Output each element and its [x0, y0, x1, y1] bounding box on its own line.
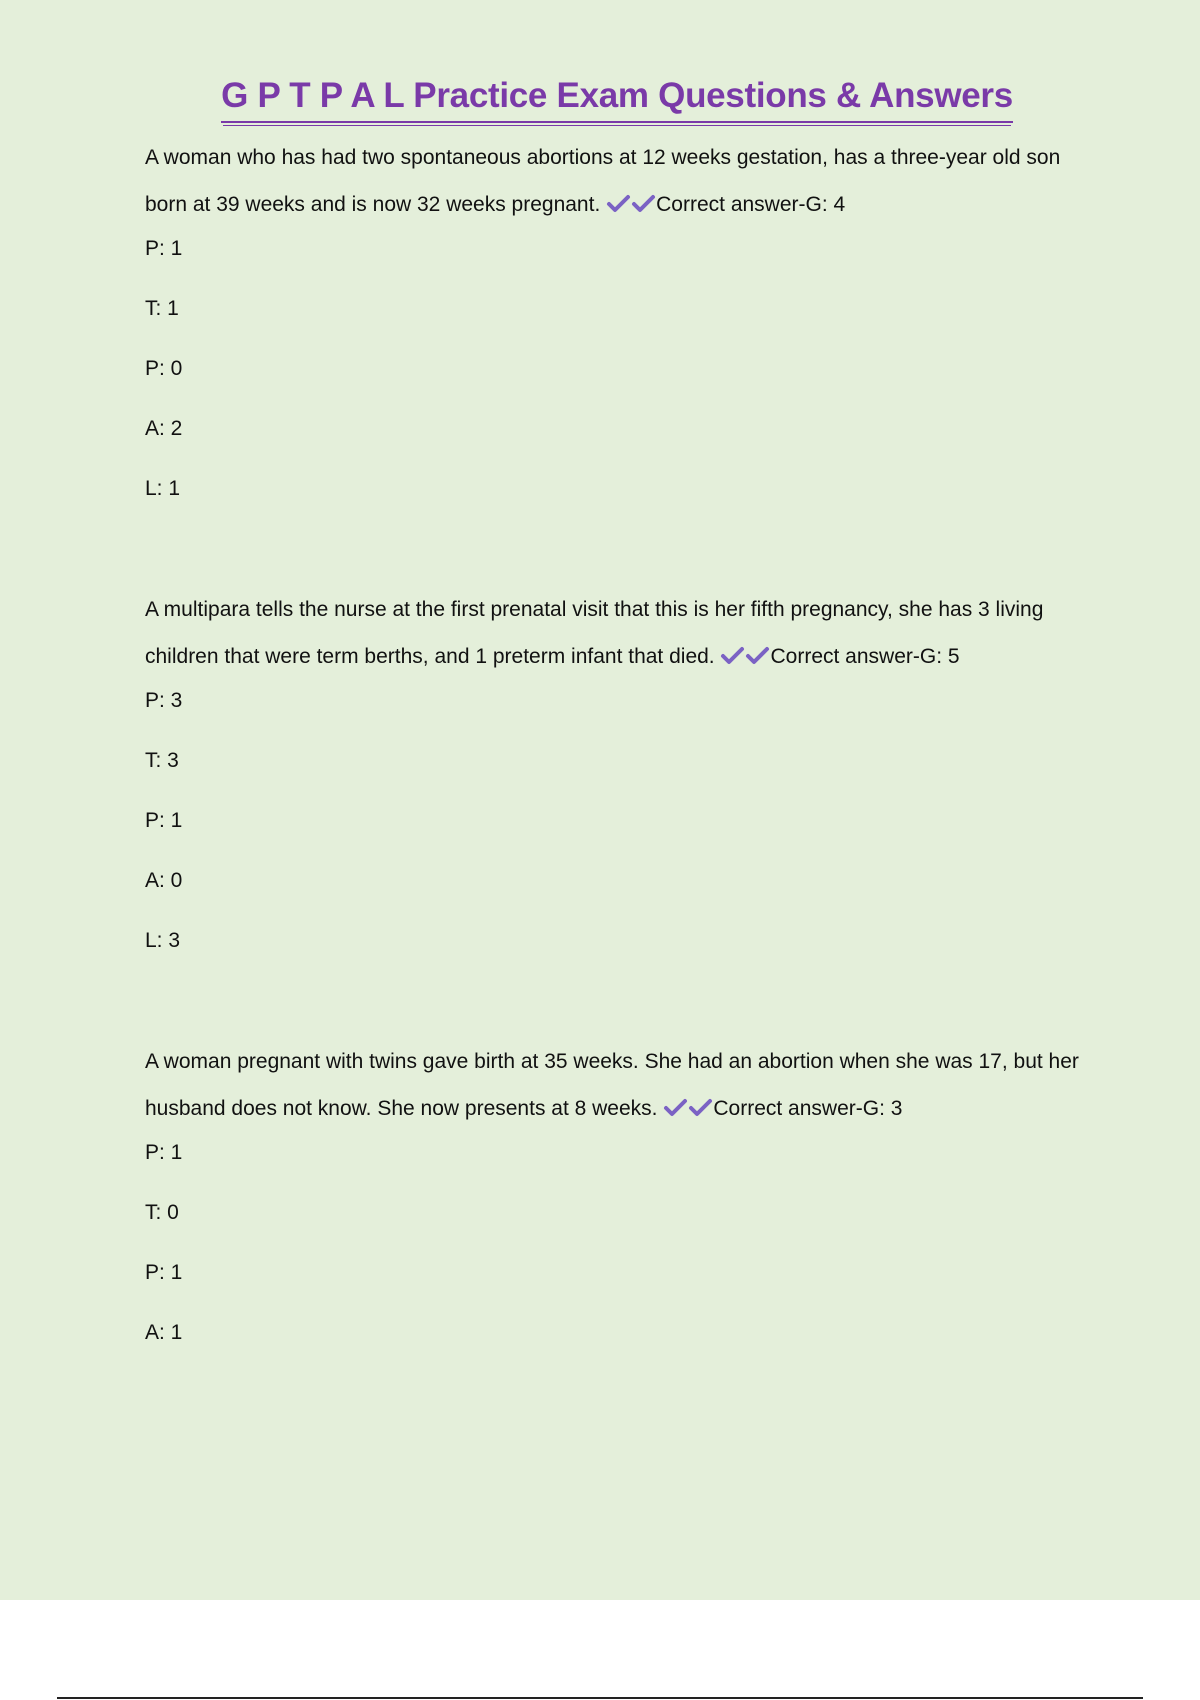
question-list	[145, 134, 1105, 1380]
check-icon	[688, 1098, 713, 1118]
correct-answer: Correct answer-G: 5	[770, 645, 960, 668]
check-icon	[663, 1098, 688, 1118]
section-spacer	[145, 988, 1105, 1038]
answer-line: T: 0	[145, 1201, 179, 1224]
answer-line: A: 0	[145, 869, 183, 892]
answer-line: T: 3	[145, 749, 179, 772]
answer-line: P: 1	[145, 1261, 183, 1284]
page-title-text: G P T P A L Practice Exam Questions & Answers	[221, 72, 1013, 123]
answer-line: P: 1	[145, 1141, 183, 1164]
answer-line: P: 1	[145, 237, 183, 260]
footer-divider	[57, 1697, 1143, 1699]
check-icon	[631, 194, 656, 214]
question-2	[145, 586, 1105, 680]
question-text: A woman who has had two spontaneous abortions at 12 weeks gestation, has a three-year old son born at 39 weeks and is now 32 weeks pregnant.	[145, 146, 1061, 216]
answer-line: L: 3	[145, 929, 181, 952]
check-icon	[720, 646, 745, 666]
question-text: A woman pregnant with twins gave birth at 35 weeks. She had an abortion when she was 17, but her husband does not know. She now presents at 8 weeks.	[145, 1050, 1079, 1120]
question-1	[145, 134, 1105, 228]
answer-line: P: 0	[145, 357, 183, 380]
answer-line: A: 2	[145, 417, 183, 440]
answer-line: A: 1	[145, 1321, 183, 1344]
page-title	[0, 72, 1200, 123]
section-spacer	[145, 536, 1105, 586]
question-text: A multipara tells the nurse at the first prenatal visit that this is her fifth pregnancy, she has 3 living children that were term berths, and 1 preterm infant that died.	[145, 598, 1044, 668]
answer-line: P: 3	[145, 689, 183, 712]
check-icon	[606, 194, 631, 214]
check-icon	[745, 646, 770, 666]
answer-line: T: 1	[145, 297, 179, 320]
answer-line: L: 1	[145, 477, 181, 500]
question-3	[145, 1038, 1105, 1132]
answer-line: P: 1	[145, 809, 183, 832]
correct-answer: Correct answer-G: 4	[656, 193, 846, 216]
correct-answer: Correct answer-G: 3	[713, 1097, 903, 1120]
